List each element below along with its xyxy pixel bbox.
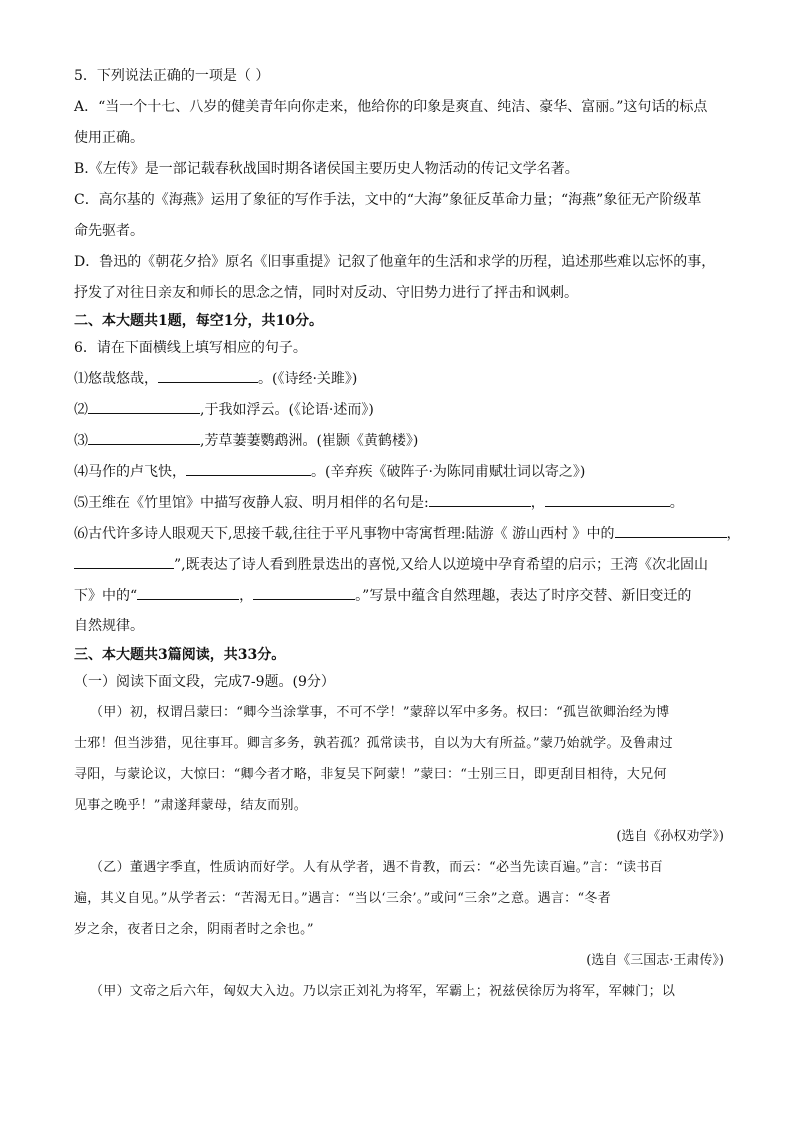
section-2-heading: 二、本大题共1题，每空1分，共10分。 [74,313,323,329]
passage-yi-line3: 岁之余，夜者日之余，阴雨者时之余也。” [74,922,314,937]
passage-yi-line2: 遍，其义自见。”从学者云：“苦渴无日。”遇言：“当以‘三余’。”或问“三余”之意。遇言：“冬者 [74,891,612,906]
answer-blank[interactable] [88,430,200,445]
q5-option-a-line2: 使用正确。 [74,130,144,146]
passage-jia-line4: 见事之晚乎！”肃遂拜蒙母，结友而别。 [74,798,308,813]
answer-blank[interactable] [186,461,311,476]
q6-item-4: ⑷马作的卢飞快， 。(辛弃疾《破阵子·为陈同甫赋壮词以寄之》) [74,461,585,482]
answer-blank[interactable] [429,492,531,507]
passage-jia-line1: （甲）初，权谓吕蒙曰：“卿今当涂掌事，不可不学！”蒙辞以军中多务。权曰：“孤岂欲卿治经为博 [90,705,670,720]
passage-jia-source: (选自《孙权劝学》) [616,829,724,844]
q6-item-5: ⑸王维在《竹里馆》中描写夜静人寂、明月相伴的名句是: ， 。 [74,492,684,513]
q6-item-6-line1: ⑹古代许多诗人眼观天下,思接千载,往往于平凡事物中寄寓哲理:陆游《 游山西村 》中的 ， [74,523,741,544]
passage-yi-source: (选自《三国志·王肃传》) [586,953,724,968]
q5-option-b: B.《左传》是一部记载春秋战国时期各诸侯国主要历史人物活动的传记文学名著。 [74,161,579,177]
answer-blank[interactable] [137,585,239,600]
answer-blank[interactable] [88,399,200,414]
passage-bing-line1: （甲）文帝之后六年，匈奴大入边。乃以宗正刘礼为将军，军霸上；祝兹侯徐厉为将军，军棘门；以 [90,984,676,999]
passage-jia-line3: 寻阳，与蒙论议，大惊曰：“卿今者才略，非复吴下阿蒙！”蒙曰：“士别三日，即更刮目相待，大兄何 [74,767,667,782]
answer-blank[interactable] [545,492,670,507]
passage-jia-line2: 士邪！但当涉猎，见往事耳。卿言多务，孰若孤？孤常读书，自以为大有所益。”蒙乃始就学。及鲁肃过 [74,736,673,751]
q5-stem: 5．下列说法正确的一项是（ ） [74,68,270,84]
section-3-heading: 三、本大题共3篇阅读，共33分。 [74,647,286,663]
answer-blank[interactable] [253,585,355,600]
q6-stem: 6．请在下面横线上填写相应的句子。 [74,340,307,356]
q5-option-c-line1: C．高尔基的《海燕》运用了象征的写作手法，文中的“大海”象征反革命力量；“海燕”象征无产阶级革 [74,192,702,208]
q6-item-3: ⑶ ,芳草萋萋鹦鹉洲。(崔颢《黄鹤楼》) [74,430,418,451]
q5-option-c-line2: 命先驱者。 [74,223,144,239]
q6-item-6-line2: ”,既表达了诗人看到胜景迭出的喜悦,又给人以逆境中孕育希望的启示；王湾《次北固山 [74,554,708,575]
q6-item-1: ⑴悠哉悠哉， 。(《诗经·关雎》) [74,368,357,389]
answer-blank[interactable] [158,368,258,383]
q6-item-6-line3: 下》中的“ ， 。”写景中蕴含自然理趣，表达了时序交替、新旧变迁的 [74,585,691,606]
q5-option-a-line1: A．“当一个十七、八岁的健美青年向你走来，他给你的印象是爽直、纯洁、豪华、富丽。”这句话的标点 [74,99,708,115]
passage-yi-line1: （乙）董遇字季直，性质讷而好学。人有从学者，遇不肯教，而云：“必当先读百遍。”言：“读书百 [90,860,663,875]
answer-blank[interactable] [615,523,727,538]
q6-item-6-line4: 自然规律。 [74,618,144,634]
q5-option-d-line1: D．鲁迅的《朝花夕拾》原名《旧事重提》记叙了他童年的生活和求学的历程，追述那些难以忘怀的事， [74,254,716,270]
q5-option-d-line2: 抒发了对往日亲友和师长的思念之情，同时对反动、守旧势力进行了抨击和讽刺。 [74,285,578,301]
answer-blank[interactable] [74,554,174,569]
q6-item-2: ⑵ ,于我如浮云。(《论语·述而》) [74,399,374,420]
reading-1-instruction: （一）阅读下面文段，完成7-9题。(9分） [74,674,335,690]
